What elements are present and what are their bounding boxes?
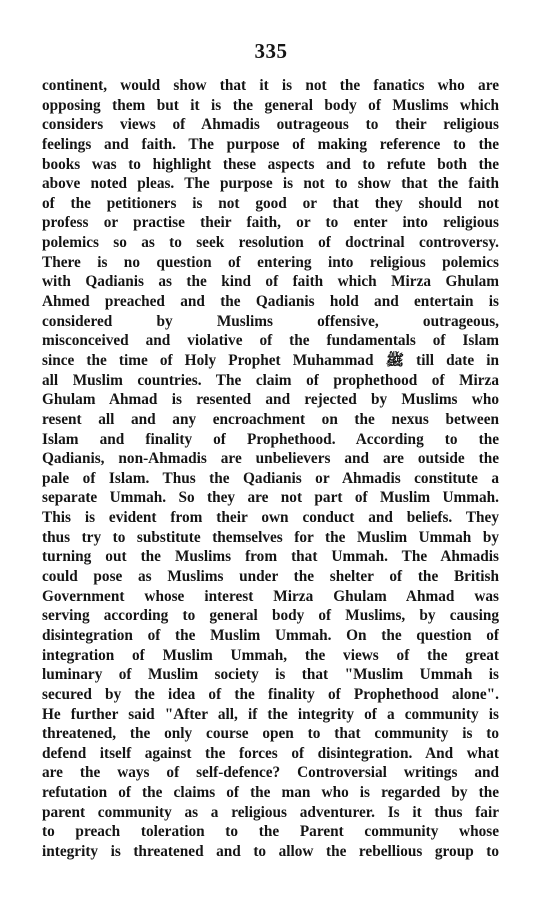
text-line: above noted pleas. The purpose is not to show that the faith — [42, 175, 499, 193]
text-line: Qadianis, non-Ahmadis are unbelievers and are outside the — [42, 450, 499, 468]
text-line: separate Ummah. So they are not part of Muslim Ummah. — [42, 489, 499, 507]
text-line: Government whose interest Mirza Ghulam Ahmad was — [42, 587, 499, 605]
text-line: opposing them but it is the general body of Muslims which — [42, 96, 499, 114]
text-line: books was to highlight these aspects and to refute both the — [42, 155, 499, 173]
text-line: considers views of Ahmadis outrageous to their religious — [42, 116, 499, 134]
text-line: polemics so as to seek resolution of doctrinal controversy. — [42, 234, 499, 252]
text-line: Islam and finality of Prophethood. According to the — [42, 430, 499, 448]
text-line: There is no question of entering into religious polemics — [42, 253, 499, 271]
text-line: integration of Muslim Ummah, the views of the great — [42, 646, 499, 664]
text-line: feelings and faith. The purpose of making reference to the — [42, 135, 499, 153]
text-line: defend itself against the forces of disintegration. And what — [42, 744, 499, 762]
text-line: serving according to general body of Muslims, by causing — [42, 607, 499, 625]
text-line: Ahmed preached and the Qadianis hold and entertain is — [42, 293, 499, 311]
text-line: He further said "After all, if the integrity of a community is — [42, 705, 499, 723]
text-line: This is evident from their own conduct and beliefs. They — [42, 509, 499, 527]
text-line: continent, would show that it is not the fanatics who are — [42, 77, 499, 94]
text-line: since the time of Holy Prophet Muhammad ﷺ till date in — [42, 351, 499, 369]
text-line: misconceived and violative of the fundamentals of Islam — [42, 332, 499, 350]
text-line: integrity is threatened and to allow the rebellious group to — [42, 842, 499, 860]
text-line: profess or practise their faith, or to enter into religious — [42, 214, 499, 232]
text-line: thus try to substitute themselves for the Muslim Ummah by — [42, 528, 499, 546]
text-line: parent community as a religious adventurer. Is it thus fair — [42, 803, 499, 821]
text-line: of the petitioners is not good or that they should not — [42, 194, 499, 212]
text-line: luminary of Muslim society is that "Muslim Ummah is — [42, 666, 499, 684]
text-line: could pose as Muslims under the shelter of the British — [42, 568, 499, 586]
text-line: considered by Muslims offensive, outrageous, — [42, 312, 499, 330]
text-line: resent all and any encroachment on the nexus between — [42, 410, 499, 428]
text-line: turning out the Muslims from that Ummah. The Ahmadis — [42, 548, 499, 566]
text-line: Ghulam Ahmad is resented and rejected by Muslims who — [42, 391, 499, 409]
text-line: threatened, the only course open to that community is to — [42, 725, 499, 743]
body-text — [42, 76, 499, 862]
text-line: refutation of the claims of the man who is regarded by the — [42, 784, 499, 802]
text-line: are the ways of self-defence? Controversial writings and — [42, 764, 499, 782]
text-line: to preach toleration to the Parent community whose — [42, 823, 499, 841]
text-line: with Qadianis as the kind of faith which Mirza Ghulam — [42, 273, 499, 291]
text-line: disintegration of the Muslim Ummah. On the question of — [42, 626, 499, 644]
text-line: secured by the idea of the finality of Prophethood alone". — [42, 685, 499, 703]
text-line: all Muslim countries. The claim of prophethood of Mirza — [42, 371, 499, 389]
page-number: 335 — [254, 39, 288, 63]
text-line: pale of Islam. Thus the Qadianis or Ahmadis constitute a — [42, 469, 499, 487]
